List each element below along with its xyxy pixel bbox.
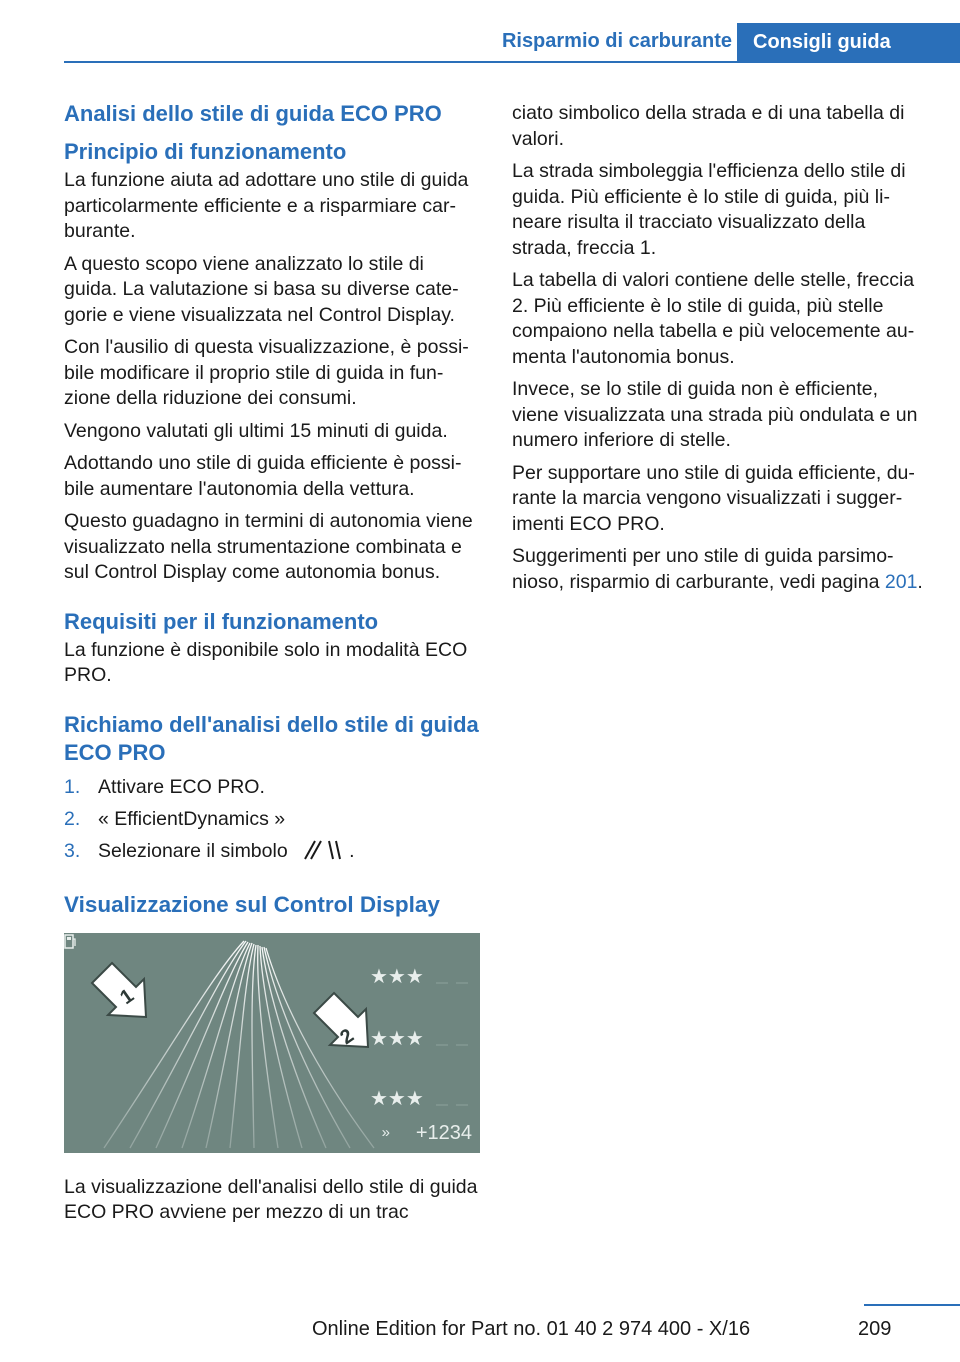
right-column: [512, 101, 928, 602]
stars-row: ★★★: [370, 1025, 424, 1050]
page-reference-link[interactable]: 201: [884, 570, 918, 593]
list-item: [64, 771, 479, 803]
control-display-image: [64, 933, 480, 1153]
display-heading: Visualizzazione sul Control Display: [64, 891, 440, 917]
stars-row: ★★★: [370, 1085, 424, 1110]
step-number: 3.: [64, 839, 81, 862]
paragraph-text: Suggerimenti per uno stile di guida parsimonioso, risparmio di carburante, vedi pagina: [512, 545, 894, 593]
paragraph: Questo guadagno in termini di autonomia viene visualizzato nella strumentazione combinata e sul Control Display come autonomia bonus.: [64, 510, 473, 583]
paragraph: Vengono valutati gli ultimi 15 minuti di guida.: [64, 419, 448, 442]
edition-note: Online Edition for Part no. 01 40 2 974 400 - X/16: [312, 1318, 751, 1340]
footer-rule: [864, 1304, 960, 1306]
paragraph: La funzione aiuta ad adottare uno stile di guida particolarmente efficiente e a risparmiare carburante.: [64, 169, 469, 242]
step-number: 2.: [64, 807, 81, 830]
step-text: Selezionare il simbolo: [98, 839, 288, 862]
road-visualization: [64, 933, 480, 1153]
paragraph: Con l'ausilio di questa visualizzazione, è possibile modificare il proprio stile di guida in funzione della riduzione dei consumi.: [64, 336, 469, 409]
requirements-heading: Requisiti per il funzionamento: [64, 608, 379, 634]
step-number: 1.: [64, 775, 81, 798]
step-suffix: .: [349, 839, 355, 862]
bonus-range-value: +1234: [415, 1121, 472, 1144]
list-item: [64, 803, 479, 835]
step-text: « EfficientDynamics »: [98, 807, 286, 830]
principle-heading: Principio di funzionamento: [64, 139, 347, 164]
paragraph: ciato simbolico della strada e di una tabella di valori.: [512, 102, 905, 150]
bonus-chevrons: »: [381, 1123, 388, 1141]
star-placeholder-dashes: [436, 983, 468, 1105]
header-chapter-tab: Consigli guida: [737, 23, 960, 61]
page-title: Analisi dello stile di guida ECO PRO: [64, 101, 442, 126]
step-text: Attivare ECO PRO.: [98, 775, 265, 798]
stars-row: ★★★: [370, 963, 424, 988]
arrow-1-label: 1: [116, 984, 138, 1009]
stars-table: [370, 964, 424, 1110]
header-rule: [64, 61, 960, 63]
page-number: 209: [858, 1318, 892, 1340]
left-column: [64, 100, 479, 1233]
paragraph: Adottando uno stile di guida efficiente è possibile aumentare l'autonomia della vettura.: [64, 452, 462, 500]
road-symbol-icon: [301, 838, 343, 860]
paragraph: A questo scopo viene analizzato lo stile di guida. La valutazione si basa su diverse categorie e viene visualizzata nel Control Display.: [64, 252, 459, 326]
paragraph: Per supportare uno stile di guida efficiente, durante la marcia vengono visualizzati i suggerimenti ECO PRO.: [512, 461, 915, 535]
list-item: [64, 835, 479, 867]
paragraph: La strada simboleggia l'efficienza dello stile di guida. Più efficiente è lo stile di guida, più lineare risulta il tracciato visualizzato della strada, freccia 1.: [512, 160, 906, 259]
paragraph: La funzione è disponibile solo in modalità ECO PRO.: [64, 638, 468, 686]
steps-list: [64, 771, 479, 867]
paragraph: La tabella di valori contiene delle stelle, freccia 2. Più efficiente è lo stile di guida, più stelle compaiono nella tabella e più velocemente aumenta l'autonomia bonus.: [512, 269, 915, 368]
paragraph-suffix: .: [917, 570, 923, 593]
header-section-title: Risparmio di carburante: [501, 30, 732, 52]
fuel-pump-icon: [64, 933, 77, 949]
call-heading: Richiamo dell'analisi dello stile di guida ECO PRO: [64, 711, 479, 765]
image-caption: La visualizzazione dell'analisi dello stile di guida ECO PRO avviene per mezzo di un trac: [64, 1175, 478, 1223]
paragraph: Invece, se lo stile di guida non è efficiente, viene visualizzata una strada più ondulata e un numero inferiore di stelle.: [512, 378, 918, 451]
paragraph: [512, 544, 928, 595]
arrow-2-label: 2: [336, 1024, 358, 1049]
